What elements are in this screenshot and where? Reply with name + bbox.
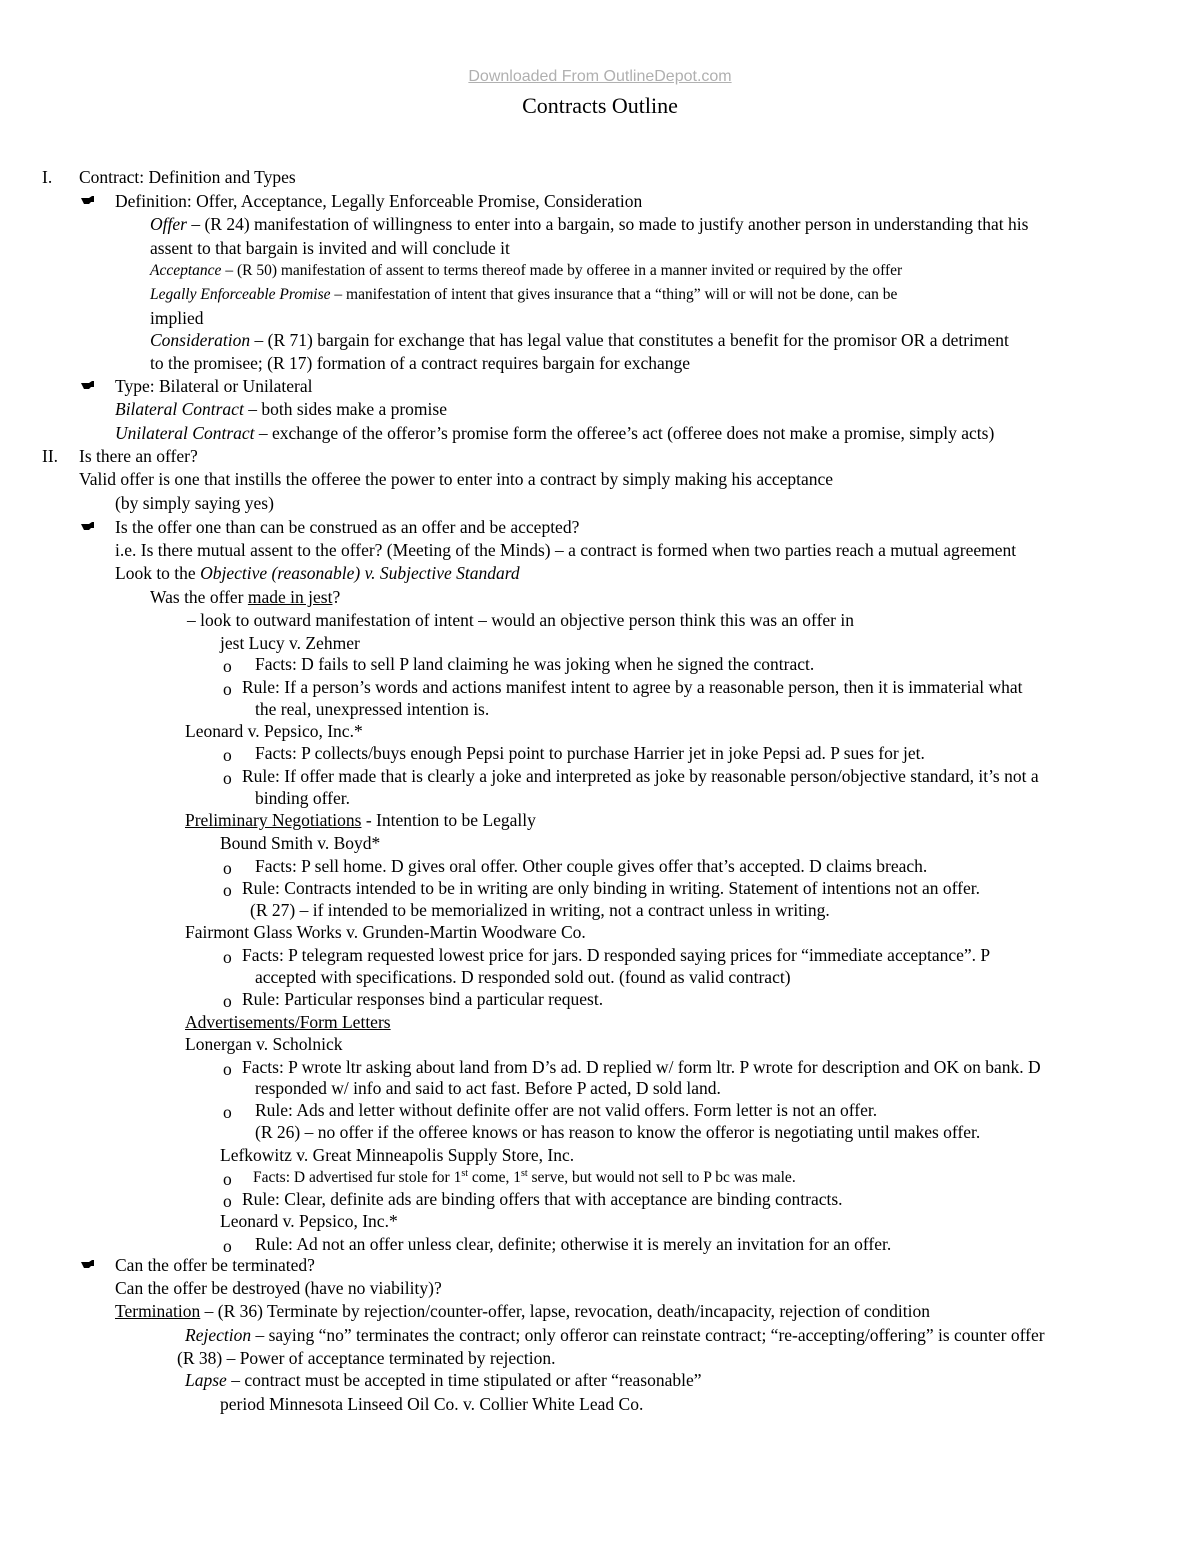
section-heading-1: Contract: Definition and Types <box>79 167 296 187</box>
outline-line: Offer – (R 24) manifestation of willingness to enter into a bargain, so made to justify another person in understanding that his <box>150 214 1029 234</box>
case-name: jest Lucy v. Zehmer <box>220 633 360 653</box>
section-heading-2: Is there an offer? <box>79 446 198 466</box>
outline-line: Unilateral Contract – exchange of the offeror’s promise form the offeree’s act (offeree does not make a promise, simply acts) <box>115 423 995 443</box>
outline-line: Facts: P sell home. D gives oral offer. Other couple gives offer that’s accepted. D claims breach. <box>255 856 928 876</box>
sub-bullet: o <box>223 858 232 878</box>
outline-line: the real, unexpressed intention is. <box>255 699 490 719</box>
page-title: Contracts Outline <box>522 93 678 118</box>
section-numeral-1: I. <box>42 167 53 187</box>
download-link[interactable]: Downloaded From OutlineDepot.com <box>468 68 732 85</box>
outline-line: Rule: If a person’s words and actions manifest intent to agree by a reasonable person, then it is immaterial what <box>242 677 1023 697</box>
outline-line: Consideration – (R 71) bargain for exchange that has legal value that constitutes a benefit for the promisor OR a detriment <box>150 330 1009 350</box>
outline-line: accepted with specifications. D responded sold out. (found as valid contract) <box>255 967 791 987</box>
outline-line: Facts: D advertised fur stole for 1st come, 1st serve, but would not sell to P bc was male. <box>253 1168 796 1186</box>
outline-line: to the promisee; (R 17) formation of a contract requires bargain for exchange <box>150 353 691 373</box>
outline-line: Definition: Offer, Acceptance, Legally Enforceable Promise, Consideration <box>115 191 643 211</box>
outline-line: Facts: P collects/buys enough Pepsi point to purchase Harrier jet in joke Pepsi ad. P sues for jet. <box>255 743 925 763</box>
case-name: Leonard v. Pepsico, Inc.* <box>185 721 363 741</box>
outline-line: i.e. Is there mutual assent to the offer? (Meeting of the Minds) – a contract is formed when two parties reach a mutual agreement <box>115 540 1017 560</box>
case-name: Fairmont Glass Works v. Grunden-Martin Woodware Co. <box>185 922 586 942</box>
outline-line: Can the offer be destroyed (have no viability)? <box>115 1278 442 1298</box>
outline-line: Valid offer is one that instills the offeree the power to enter into a contract by simply making his acceptance <box>79 469 834 489</box>
sub-bullet: o <box>223 1059 232 1079</box>
outline-line: – look to outward manifestation of intent – would an objective person think this was an offer in <box>187 610 854 630</box>
case-name: Leonard v. Pepsico, Inc.* <box>220 1211 398 1231</box>
pointing-hand-icon <box>80 1259 96 1269</box>
sub-bullet: o <box>223 947 232 967</box>
pointing-hand-icon <box>80 380 96 390</box>
outline-line: Bilateral Contract – both sides make a promise <box>115 399 447 419</box>
outline-line: Facts: P wrote ltr asking about land from D’s ad. D replied w/ form ltr. P wrote for description and OK on bank. D <box>242 1057 1041 1077</box>
sub-bullet: o <box>223 991 232 1011</box>
sub-bullet: o <box>223 880 232 900</box>
outline-line: (R 26) – no offer if the offeree knows or has reason to know the offeror is negotiating until makes offer. <box>255 1122 981 1142</box>
outline-line: (R 38) – Power of acceptance terminated by rejection. <box>177 1348 556 1368</box>
outline-line: Type: Bilateral or Unilateral <box>115 376 313 396</box>
sub-bullet: o <box>223 1102 232 1122</box>
outline-line: Rule: Contracts intended to be in writing are only binding in writing. Statement of intentions not an offer. <box>242 878 980 898</box>
outline-line: (R 27) – if intended to be memorialized in writing, not a contract unless in writing. <box>250 900 830 920</box>
case-name: Bound Smith v. Boyd* <box>220 833 381 853</box>
outline-line: Termination – (R 36) Terminate by rejection/counter-offer, lapse, revocation, death/incapacity, rejection of condition <box>115 1301 930 1321</box>
sub-bullet: o <box>223 1169 232 1189</box>
outline-line: Facts: P telegram requested lowest price for jars. D responded saying prices for “immediate acceptance”. P <box>242 945 991 965</box>
sub-bullet: o <box>223 656 232 676</box>
outline-line: Can the offer be terminated? <box>115 1255 315 1275</box>
case-name: Lefkowitz v. Great Minneapolis Supply Store, Inc. <box>220 1145 575 1165</box>
section-numeral-2: II. <box>42 446 59 466</box>
outline-line: Rule: Particular responses bind a particular request. <box>242 989 604 1009</box>
case-name: period Minnesota Linseed Oil Co. v. Collier White Lead Co. <box>220 1394 644 1414</box>
pointing-hand-icon <box>80 195 96 205</box>
outline-line: Rule: Clear, definite ads are binding offers that with acceptance are binding contracts. <box>242 1189 843 1209</box>
outline-line: binding offer. <box>255 788 350 808</box>
sub-bullet: o <box>223 768 232 788</box>
outline-line: Was the offer made in jest? <box>150 587 341 607</box>
sub-bullet: o <box>223 745 232 765</box>
outline-line: Facts: D fails to sell P land claiming he was joking when he signed the contract. <box>255 654 815 674</box>
outline-line: Look to the Objective (reasonable) v. Subjective Standard <box>115 563 520 583</box>
outline-line: (by simply saying yes) <box>115 493 274 513</box>
outline-line: Legally Enforceable Promise – manifestation of intent that gives insurance that a “thing” will or will not be done, can be <box>150 286 898 303</box>
outline-line: Is the offer one than can be construed as an offer and be accepted? <box>115 517 580 537</box>
pointing-hand-icon <box>80 521 96 531</box>
outline-line: Rule: Ads and letter without definite offer are not valid offers. Form letter is not an offer. <box>255 1100 878 1120</box>
outline-line: Rejection – saying “no” terminates the contract; only offeror can reinstate contract; “re-accepting/offering” is counter offer <box>185 1325 1045 1345</box>
outline-line: responded w/ info and said to act fast. Before P acted, D sold land. <box>255 1078 721 1098</box>
outline-line: Rule: Ad not an offer unless clear, definite; otherwise it is merely an invitation for an offer. <box>255 1234 892 1254</box>
outline-line: implied <box>150 308 204 328</box>
outline-line: assent to that bargain is invited and will conclude it <box>150 238 510 258</box>
outline-line: Preliminary Negotiations - Intention to be Legally <box>185 810 536 830</box>
outline-line: Advertisements/Form Letters <box>185 1012 391 1032</box>
sub-bullet: o <box>223 679 232 699</box>
outline-line: Acceptance – (R 50) manifestation of assent to terms thereof made by offeree in a manner invited or required by the offer <box>150 262 903 279</box>
sub-bullet: o <box>223 1191 232 1211</box>
case-name: Lonergan v. Scholnick <box>185 1034 343 1054</box>
outline-line: Lapse – contract must be accepted in time stipulated or after “reasonable” <box>185 1370 702 1390</box>
sub-bullet: o <box>223 1236 232 1256</box>
outline-line: Rule: If offer made that is clearly a joke and interpreted as joke by reasonable person/objective standard, it’s not a <box>242 766 1039 786</box>
